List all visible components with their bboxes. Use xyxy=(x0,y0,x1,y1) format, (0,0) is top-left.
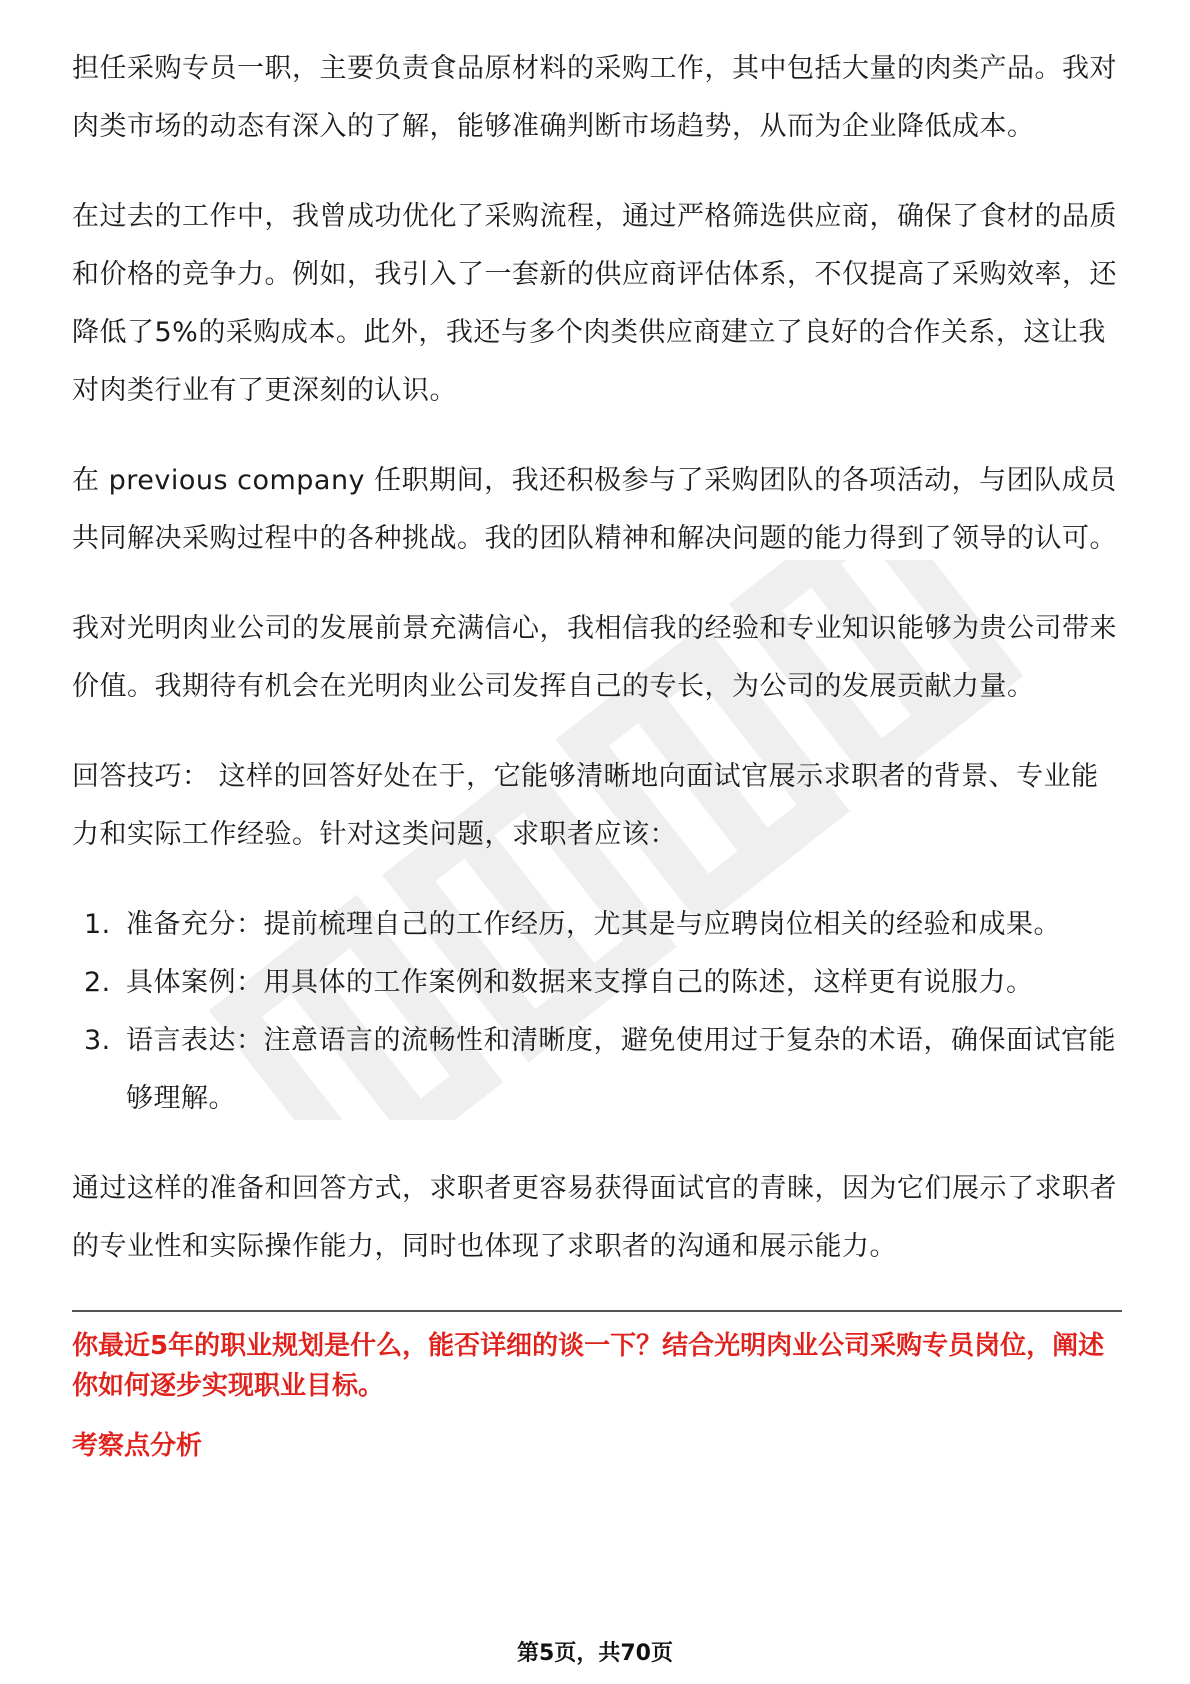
list-item-text: 具体案例：用具体的工作案例和数据来支撑自己的陈述，这样更有说服力。 xyxy=(126,967,1034,998)
page-number-footer: 第5页，共70页 xyxy=(517,1641,673,1666)
answer-paragraph-1: 担任采购专员一职，主要负责食品原材料的采购工作，其中包括大量的肉类产品。我对肉类市场的动态有深入的了解，能够准确判断市场趋势，从而为企业降低成本。 xyxy=(72,53,1117,142)
list-item-number: 2. xyxy=(84,967,111,998)
document-body xyxy=(72,40,1122,1466)
analysis-heading: 考察点分析 xyxy=(72,1431,203,1461)
tips-list xyxy=(72,896,1122,1128)
list-item xyxy=(72,954,1122,1012)
list-item-number: 3. xyxy=(84,1025,111,1056)
list-item-text: 语言表达：注意语言的流畅性和清晰度，避免使用过于复杂的术语，确保面试官能够理解。 xyxy=(126,1025,1116,1114)
section-divider xyxy=(72,1310,1122,1312)
list-item xyxy=(72,896,1122,954)
answer-paragraph-4: 我对光明肉业公司的发展前景充满信心，我相信我的经验和专业知识能够为贵公司带来价值。我期待有机会在光明肉业公司发挥自己的专长，为公司的发展贡献力量。 xyxy=(72,613,1117,702)
answer-paragraph-2: 在过去的工作中，我曾成功优化了采购流程，通过严格筛选供应商，确保了食材的品质和价格的竞争力。例如，我引入了一套新的供应商评估体系，不仅提高了采购效率，还降低了5%的采购成本。此外，我还与多个肉类供应商建立了良好的合作关系，这让我对肉类行业有了更深刻的认识。 xyxy=(72,201,1117,406)
answer-tips-intro: 回答技巧： 这样的回答好处在于，它能够清晰地向面试官展示求职者的背景、专业能力和实际工作经验。针对这类问题，求职者应该： xyxy=(72,761,1099,850)
list-item xyxy=(72,1012,1122,1128)
next-question-heading: 你最近5年的职业规划是什么，能否详细的谈一下？结合光明肉业公司采购专员岗位，阐述你如何逐步实现职业目标。 xyxy=(72,1331,1105,1401)
list-item-text: 准备充分：提前梳理自己的工作经历，尤其是与应聘岗位相关的经验和成果。 xyxy=(126,909,1061,940)
answer-paragraph-3: 在 previous company 任职期间，我还积极参与了采购团队的各项活动，与团队成员共同解决采购过程中的各种挑战。我的团队精神和解决问题的能力得到了领导的认可。 xyxy=(72,465,1117,554)
list-item-number: 1. xyxy=(84,909,111,940)
closing-paragraph: 通过这样的准备和回答方式，求职者更容易获得面试官的青睐，因为它们展示了求职者的专业性和实际操作能力，同时也体现了求职者的沟通和展示能力。 xyxy=(72,1173,1117,1262)
